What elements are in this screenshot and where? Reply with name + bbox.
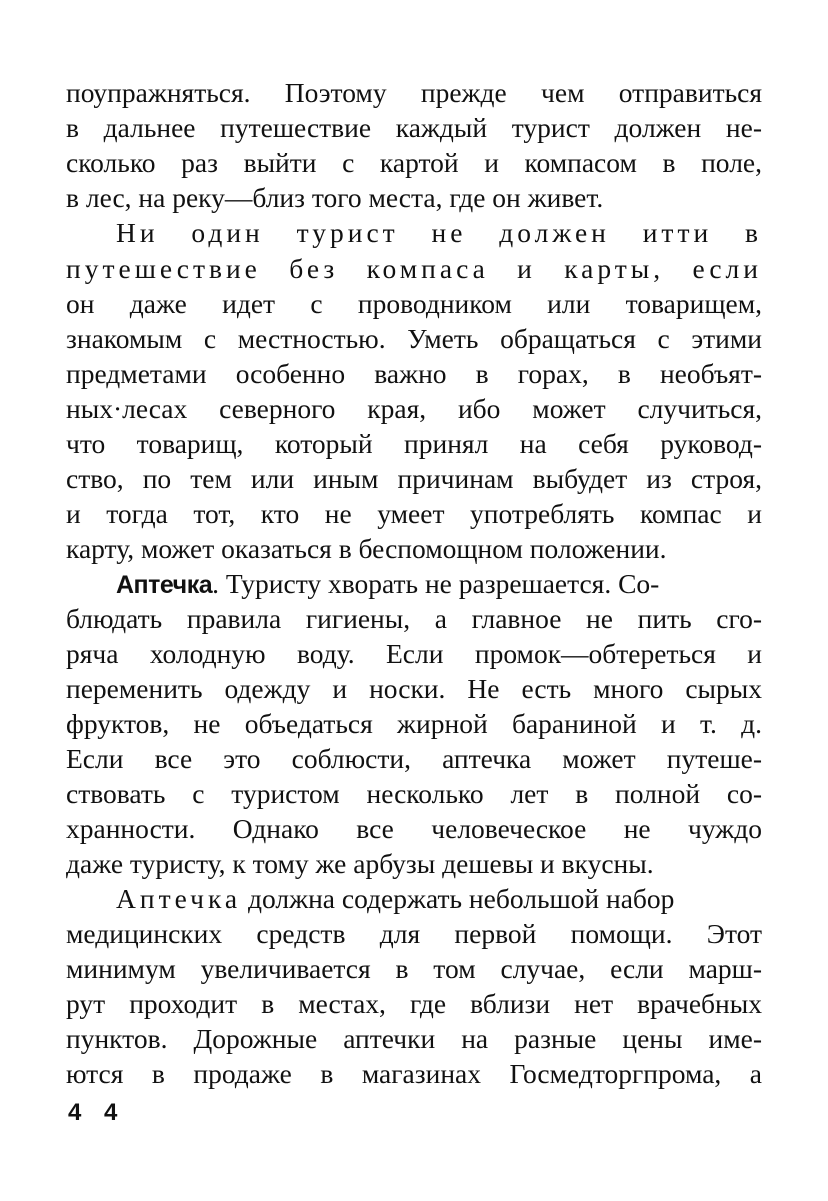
text-line: хранности. Однако все человеческое не чуждо bbox=[66, 813, 762, 844]
text-line: в дальнее путешествие каждый турист должен не- bbox=[66, 112, 762, 143]
text-line: он даже идет с проводником или товарищем, bbox=[66, 288, 762, 319]
text-line: Ни один турист не должен итти в bbox=[116, 217, 762, 248]
text-line: Если все это соблюсти, аптечка может путеше- bbox=[66, 743, 762, 774]
text-line: медицинских средств для первой помощи. Этот bbox=[66, 918, 762, 949]
page-number: 4 4 bbox=[68, 1099, 126, 1126]
spaced-word: Аптечка bbox=[116, 883, 242, 914]
text-line: и тогда тот, кто не умеет употреблять компас и bbox=[66, 498, 762, 529]
text-line: в лес, на реку—близ того места, где он живет. bbox=[66, 182, 604, 213]
text-line bbox=[116, 882, 762, 916]
text-line: карту, может оказаться в беспомощном положении. bbox=[66, 533, 667, 564]
text-line: даже туристу, к тому же арбузы дешевы и вкусны. bbox=[66, 848, 654, 879]
section-heading: Аптечка bbox=[116, 571, 213, 599]
text-line: ются в продаже в магазинах Госмедторгпрома, а bbox=[66, 1058, 762, 1089]
text-line: сколько раз выйти с картой и компасом в поле, bbox=[66, 147, 762, 178]
text-run: . Туристу хворать не разрешается. Со- bbox=[212, 568, 660, 599]
text-line: пунктов. Дорожные аптечки на разные цены име- bbox=[66, 1023, 762, 1054]
text-line bbox=[116, 567, 762, 601]
text-line: переменить одежду и носки. Не есть много сырых bbox=[66, 673, 762, 704]
text-run: должна содержать небольшой набор bbox=[241, 883, 675, 914]
text-line: блюдать правила гигиены, а главное не пить сго- bbox=[66, 603, 762, 634]
text-line: рут проходит в местах, где вблизи нет врачебных bbox=[66, 988, 762, 1019]
text-line: путешествие без компаса и карты, если bbox=[66, 253, 762, 284]
text-line: предметами особенно важно в горах, в необъят- bbox=[66, 358, 762, 389]
text-line: что товарищ, который принял на себя руковод- bbox=[66, 428, 762, 459]
text-line: ствовать с туристом несколько лет в полной со- bbox=[66, 778, 762, 809]
text-line: минимум увеличивается в том случае, если марш- bbox=[66, 953, 762, 984]
text-line: ряча холодную воду. Если промок—обтереться и bbox=[66, 638, 762, 669]
text-line: поупражняться. Поэтому прежде чем отправиться bbox=[66, 77, 762, 108]
text-line: ство, по тем или иным причинам выбудет из строя, bbox=[66, 463, 762, 494]
text-line: фруктов, не объедаться жирной бараниной и т. д. bbox=[66, 708, 762, 739]
text-line: знакомым с местностью. Уметь обращаться с этими bbox=[66, 323, 762, 354]
text-line: ных·лесах северного края, ибо может случиться, bbox=[66, 393, 762, 424]
